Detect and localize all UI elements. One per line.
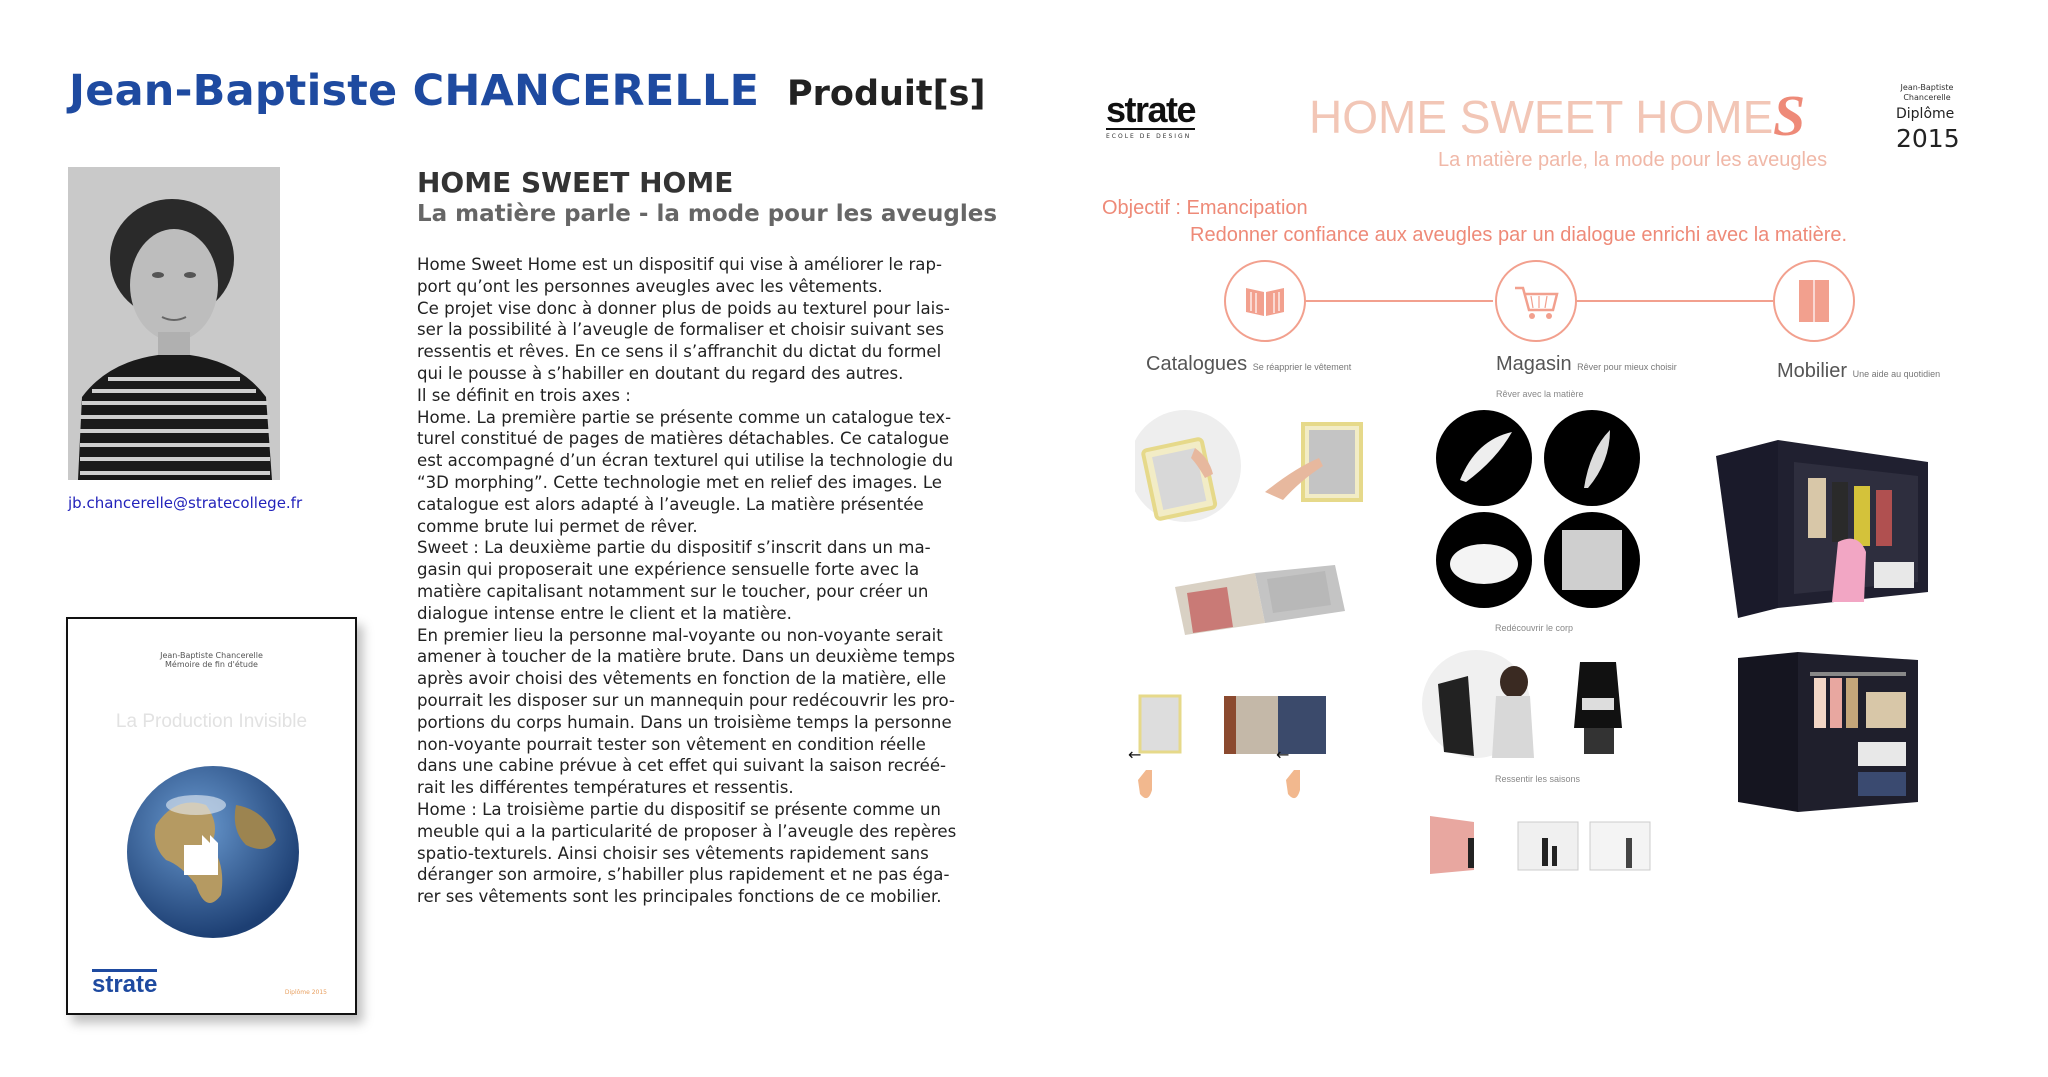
step-detail: Une aide au quotidien: [1852, 369, 1941, 379]
wardrobe-icon: [1775, 262, 1853, 340]
poster-year: 2015: [1896, 124, 1960, 153]
description-paragraph: Home. La première partie se présente comme un catalogue tex-turel constitué de pages de matières détachables. Ce catalogue est accompagné d’un écran texturel qui utilise la technologie du “3D morphing”. Cette technologie met en relief des images. Le catalogue est alors adapté à l’aveugle. La matière présentée comme brute lui permet de rêver.: [417, 407, 954, 536]
step-label-magasin: [1496, 353, 1677, 376]
cotton-photo: [1436, 512, 1532, 608]
wardrobe-interior-photo: [1738, 652, 1928, 812]
timeline-line: [1305, 300, 1493, 302]
project-description: [417, 254, 957, 908]
touch-screen-photos: [1135, 408, 1375, 528]
mannequin-photos: [1418, 648, 1638, 758]
cover-type: Mémoire de fin d'étude: [165, 660, 258, 669]
timeline-line: [1575, 300, 1773, 302]
cover-author: Jean-Baptiste Chancerelle: [160, 651, 263, 660]
poster-author: Jean-Baptiste Chancerelle: [1900, 83, 1954, 102]
step-name: Catalogues: [1146, 353, 1248, 375]
description-paragraph: Ce projet vise donc à donner plus de poids au texturel pour lais-ser la possibilité à l’aveugle de formaliser et choisir suivant ses ressentis et rêves. En ce sens il s’affranchit du dictat du formel qui le pousse à s’habiller en doutant du regard des autres.: [417, 298, 950, 383]
caption-seasons: Ressentir les saisons: [1495, 774, 1581, 784]
fitting-cabins-photo: [1430, 816, 1670, 876]
description-paragraph: En premier lieu la personne mal-voyante ou non-voyante serait amener à toucher de la matière brute. Dans un deuxième temps après avoir choisi des vêtements en fonction de la matière, elle pourrait les disposer sur un mannequin pour redécouvrir les pro-portions du corps humain. Dans un troisième temps la personne non-voyante pourrait tester son vêtement en condition réelle dans une cabine prévue à cet effet qui suivant la saison recréé-rait les différentes températures et ressentis.: [417, 625, 956, 798]
thesis-cover: [66, 617, 357, 1015]
project-subtitle: La matière parle - la mode pour les aveugles: [417, 201, 998, 227]
fabric-catalogue-photo: [1175, 565, 1355, 635]
cover-year: Diplôme 2015: [284, 989, 327, 996]
objective-label: Objectif : Emancipation: [1102, 197, 1308, 219]
author-portrait: [68, 167, 280, 480]
project-title: HOME SWEET HOME: [417, 166, 734, 199]
caption-body: Redécouvrir le corp: [1495, 623, 1574, 633]
author-name: Jean-Baptiste CHANCERELLE: [69, 66, 760, 116]
swipe-screens-photo: [1128, 694, 1338, 806]
description-paragraph: Home Sweet Home est un dispositif qui vise à améliorer le rap-port qu’ont les personnes aveugles avec les vêtements.: [417, 255, 942, 296]
step-label-mobilier: [1777, 360, 1940, 383]
description-paragraph: Il se définit en trois axes :: [417, 385, 631, 405]
shopping-cart-icon: [1497, 262, 1575, 340]
step-mobilier: [1773, 260, 1855, 342]
svg-text:←: ←: [1276, 745, 1290, 764]
strate-logo: strate: [92, 971, 158, 998]
step-name: Magasin: [1496, 353, 1572, 375]
svg-text:←: ←: [1128, 745, 1142, 764]
logo-word: strate: [1106, 89, 1196, 130]
feather-photo: [1436, 410, 1532, 506]
description-paragraph: Sweet : La deuxième partie du dispositif s’inscrit dans un ma-gasin qui proposerait une expérience sensuelle forte avec la matière capitalisant notamment sur le toucher, pour créer un dialogue intense entre le client et la matière.: [417, 538, 931, 623]
poster-subtitle: La matière parle, la mode pour les aveugles: [1438, 149, 1828, 171]
feather-photo: [1544, 410, 1640, 506]
step-catalogues: [1224, 260, 1306, 342]
step-magasin: [1495, 260, 1577, 342]
step-detail: Rêver pour mieux choisir: [1577, 362, 1677, 372]
category-heading: Produit[s]: [787, 74, 986, 114]
wardrobe-open-photo: [1708, 432, 1978, 622]
step-detail: Se réapprier le vêtement: [1252, 362, 1352, 372]
logo-tagline: ECOLE DE DESIGN: [1106, 128, 1195, 140]
globe-image: [126, 765, 300, 939]
cover-title: La Production Invisible: [115, 711, 308, 732]
fabric-texture-photo: [1544, 512, 1640, 608]
description-paragraph: Home : La troisième partie du dispositif se présente comme un meuble qui a la particularité de proposer à l’aveugle des repères spatio-texturels. Ainsi choisir ses vêtements rapidement sans déranger son armoire, s’habiller plus rapidement et ne pas éga-rer ses vêtements sont les principales fonctions de ce mobilier.: [417, 799, 957, 907]
objective-text: Redonner confiance aux aveugles par un dialogue enrichi avec la matière.: [1190, 224, 1848, 246]
s-logo-icon: S: [1773, 83, 1806, 148]
step-name: Mobilier: [1777, 360, 1848, 382]
book-icon: [1226, 262, 1304, 340]
poster-diploma: Diplôme: [1896, 106, 1955, 122]
caption-dream: Rêver avec la matière: [1496, 389, 1584, 399]
poster-title: HOME SWEET HOME: [1309, 91, 1774, 143]
poster-strate-logo: [1106, 89, 1196, 140]
step-label-catalogues: [1146, 353, 1351, 376]
author-email-link[interactable]: jb.chancerelle@stratecollege.fr: [68, 494, 303, 512]
